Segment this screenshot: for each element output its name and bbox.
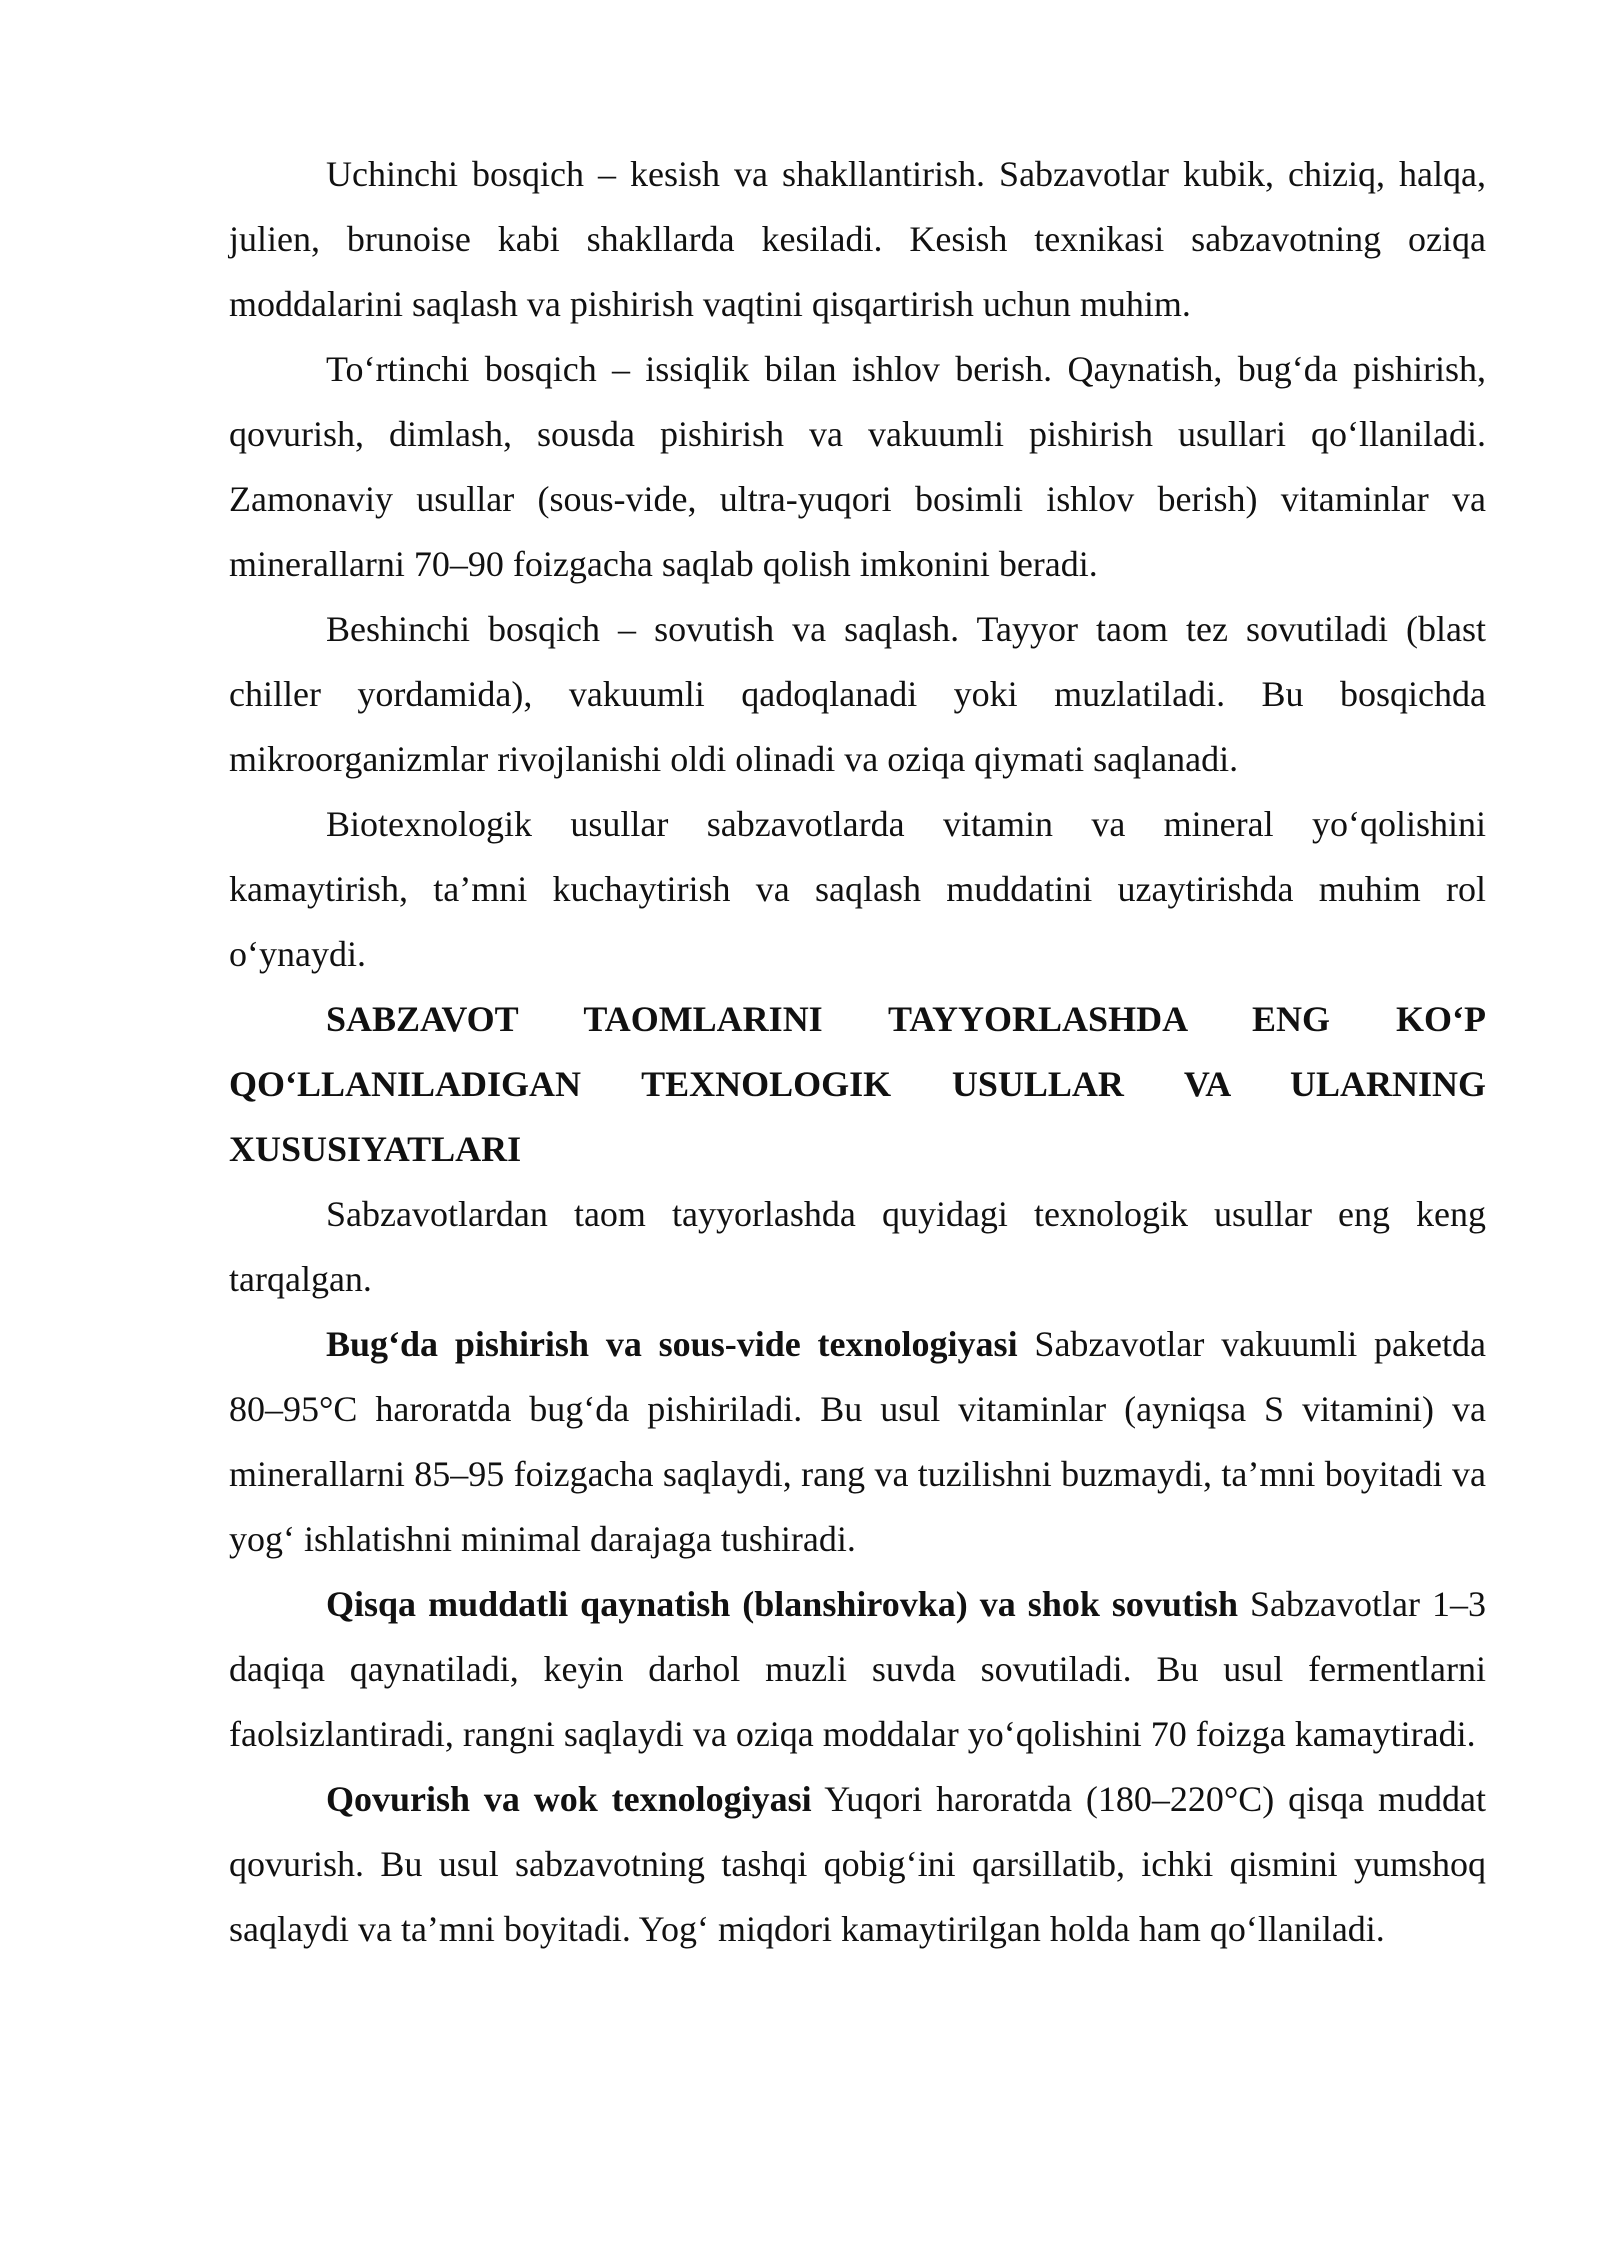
paragraph-stage-four: To‘rtinchi bosqich – issiqlik bilan ishlov berish. Qaynatish, bug‘da pishirish, qovurish, dimlash, sousda pishirish va vakuumli pishirish usullari qo‘llaniladi. Zamonaviy usullar (sous-vide, ultra-yuqori bosimli ishlov berish) vitaminlar va minerallarni 70–90 foizgacha saqlab qolish imkonini beradi.: [229, 349, 1486, 584]
paragraph-method-wok: [229, 1767, 1486, 1962]
document-page: [229, 142, 1486, 1962]
method-title: Qisqa muddatli qaynatish (blanshirovka) va shok sovutish: [326, 1584, 1238, 1624]
paragraph-stage-three: Uchinchi bosqich – kesish va shakllantirish. Sabzavotlar kubik, chiziq, halqa, julien, brunoise kabi shakllarda kesiladi. Kesish texnikasi sabzavotning oziqa moddalarini saqlash va pishirish vaqtini qisqartirish uchun muhim.: [229, 154, 1486, 324]
paragraph-biotech-methods: Biotexnologik usullar sabzavotlarda vitamin va mineral yo‘qolishini kamaytirish, ta’mni kuchaytirish va saqlash muddatini uzaytirishda muhim rol o‘ynaydi.: [229, 804, 1486, 974]
method-title: Bug‘da pishirish va sous-vide texnologiyasi: [326, 1324, 1018, 1364]
method-text: Yuqori haroratda (180–220°C) qisqa muddat qovurish. Bu usul sabzavotning tashqi qobig‘ini qarsillatib, ichki qismini yumshoq saqlaydi va ta’mni boyitadi. Yog‘ miqdori kamaytirilgan holda ham qo‘llaniladi.: [229, 1779, 1486, 1949]
paragraph-method-blanch: [229, 1572, 1486, 1767]
paragraph-stage-five: Beshinchi bosqich – sovutish va saqlash. Tayyor taom tez sovutiladi (blast chiller yordamida), vakuumli qadoqlanadi yoki muzlatiladi. Bu bosqichda mikroorganizmlar rivojlanishi oldi olinadi va oziqa qiymati saqlanadi.: [229, 609, 1486, 779]
method-title: Qovurish va wok texnologiyasi: [326, 1779, 812, 1819]
method-text: Sabzavotlar vakuumli paketda 80–95°C haroratda bug‘da pishiriladi. Bu usul vitaminlar (ayniqsa S vitamini) va minerallarni 85–95 foizgacha saqlaydi, rang va tuzilishni buzmaydi, ta’mni boyitadi va yog‘ ishlatishni minimal darajaga tushiradi.: [229, 1324, 1486, 1559]
method-text: Sabzavotlar 1–3 daqiqa qaynatiladi, keyin darhol muzli suvda sovutiladi. Bu usul fermentlarni faolsizlantiradi, rangni saqlaydi va oziqa moddalar yo‘qolishini 70 foizga kamaytiradi.: [229, 1584, 1486, 1754]
paragraph-method-steam: [229, 1312, 1486, 1572]
section-heading: SABZAVOT TAOMLARINI TAYYORLASHDA ENG KO‘P QO‘LLANILADIGAN TEXNOLOGIK USULLAR VA ULARNING XUSUSIYATLARI: [229, 999, 1486, 1169]
paragraph-intro: Sabzavotlardan taom tayyorlashda quyidagi texnologik usullar eng keng tarqalgan.: [229, 1194, 1486, 1299]
